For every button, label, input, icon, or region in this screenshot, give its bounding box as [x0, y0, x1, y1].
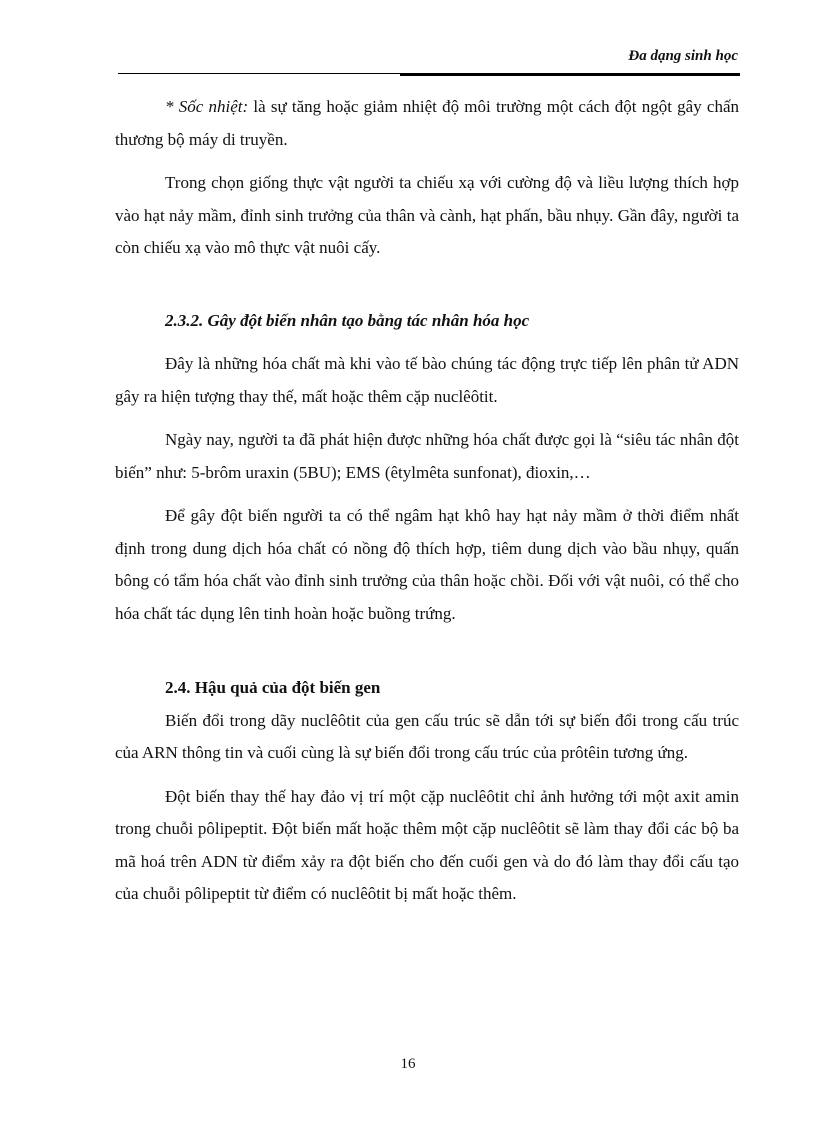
- section-heading-2-3-2: 2.3.2. Gây đột biến nhân tạo bằng tác nhân hóa học: [165, 310, 530, 330]
- paragraph-soc-nhiet: [115, 91, 739, 156]
- header-rule-thick: [400, 74, 740, 76]
- paragraph-chieu-xa: Trong chọn giống thực vật người ta chiếu xạ với cường độ và liều lượng thích hợp vào hạt nảy mầm, đỉnh sinh trưởng của thân và cành, hạt phấn, bầu nhụy. Gần đây, người ta còn chiếu xạ vào mô thực vật nuôi cấy.: [115, 173, 739, 257]
- paragraph-phuong-phap: Để gây đột biến người ta có thể ngâm hạt khô hay hạt nảy mầm ở thời điểm nhất định trong dung dịch hóa chất có nồng độ thích hợp, tiêm dung dịch vào bầu nhụy, quấn bông có tẩm hóa chất vào đỉnh sinh trưởng của thân hoặc chồi. Đối với vật nuôi, có thể cho hóa chất tác dụng lên tinh hoàn hoặc buồng trứng.: [115, 506, 739, 623]
- paragraph-soc-nhiet-text: là sự tăng hoặc giảm nhiệt độ môi trường một cách đột ngột gây chấn thương bộ máy di truyền.: [115, 97, 740, 149]
- section-heading-2-4: 2.4. Hậu quả của đột biến gen: [165, 678, 381, 697]
- page-number: 16: [400, 1056, 416, 1072]
- page-body: [115, 91, 739, 911]
- paragraph-hoa-chat: Đây là những hóa chất mà khi vào tế bào chúng tác động trực tiếp lên phân tử ADN gây ra hiện tượng thay thế, mất hoặc thêm cặp nuclêôtit.: [115, 354, 739, 406]
- running-header-title: Đa dạng sinh học: [628, 48, 738, 64]
- paragraph-bien-doi: Biến đổi trong dãy nuclêôtit của gen cấu trúc sẽ dẫn tới sự biến đổi trong cấu trúc của ARN thông tin và cuối cùng là sự biến đổi trong cấu trúc của prôtêin tương ứng.: [115, 710, 739, 762]
- paragraph-sieu-tac-nhan: Ngày nay, người ta đã phát hiện được những hóa chất được gọi là “siêu tác nhân đột biến” như: 5-brôm uraxin (5BU); EMS (êtylmêta sunfonat), đioxin,…: [115, 430, 739, 482]
- term-soc-nhiet: * Sốc nhiệt:: [165, 97, 249, 116]
- paragraph-dot-bien-thay-the: Đột biến thay thế hay đảo vị trí một cặp nuclêôtit chỉ ảnh hưởng tới một axit amin trong chuỗi pôlipeptit. Đột biến mất hoặc thêm một cặp nuclêôtit sẽ làm thay đổi các bộ ba mã hoá trên ADN từ điểm xảy ra đột biến cho đến cuối gen và do đó làm thay đổi cấu tạo của chuỗi pôlipeptit từ điểm có nuclêôtit bị mất hoặc thêm.: [115, 786, 739, 903]
